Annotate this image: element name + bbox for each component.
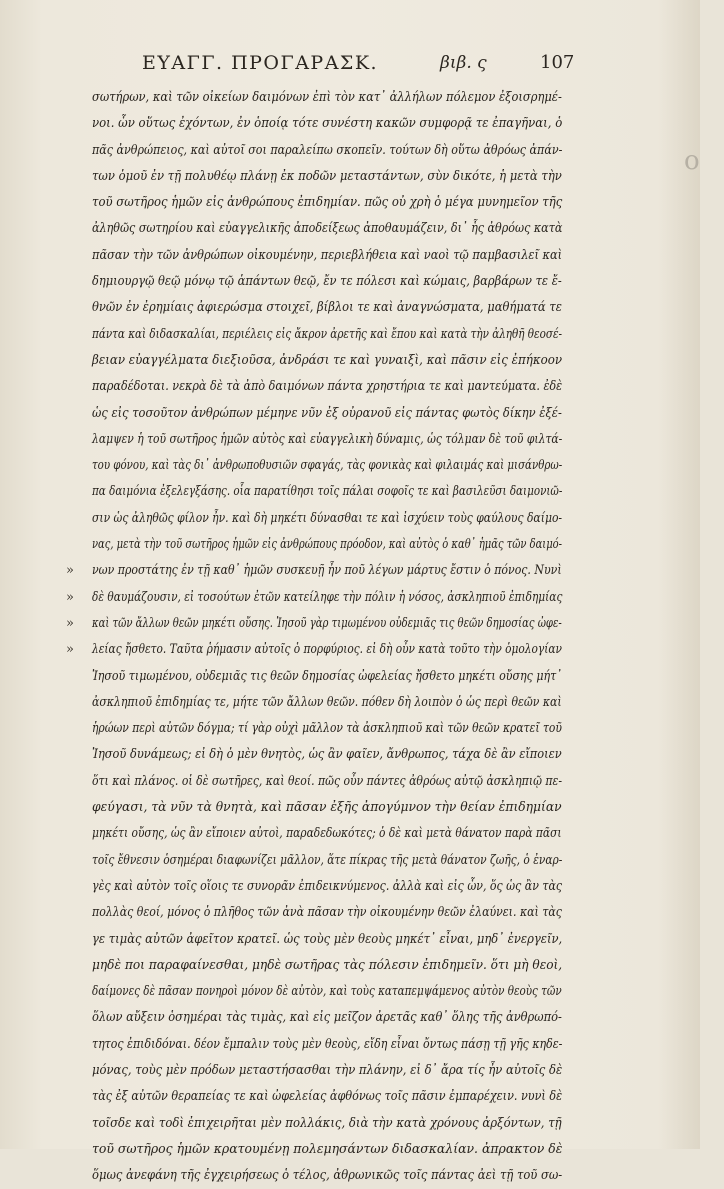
line-text: νων προστάτης ἐν τῇ καθ᾽ ἡμῶν συσκευῇ ἦν ποῦ λέγων μάρτυς ἔστιν ὁ πόνος. Νυνὶ [92, 563, 562, 579]
text-line [66, 558, 562, 584]
line-text: δημιουργῷ θεῷ μόνῳ τῷ ἁπάντων θεῷ, ἔν τε πόλεσι καὶ κώμαις, βαρβάρων τε ἔ- [92, 274, 562, 290]
text-line [92, 953, 562, 979]
book-reference: βιβ. ς [440, 53, 487, 73]
text-line [92, 690, 562, 716]
line-text: καὶ τῶν ἄλλων θεῶν μηκέτι οὔσης. Ἰησοῦ γὰρ τιμωμένου οὐδεμιᾶς τις θεῶν δημοσίας ὠφε- [92, 615, 562, 631]
line-text: Ἰησοῦ τιμωμένου, οὐδεμιᾶς τις θεῶν δημοσίας ὠφελείας ἤσθετο μηκέτι οὔσης μήτ᾽ [92, 668, 562, 684]
line-text: δὲ θαυμάζουσιν, εἰ τοσούτων ἐτῶν κατείληφε τὴν πόλιν ἡ νόσος, ἀσκληπιοῦ ἐπιδημίας [92, 589, 563, 605]
text-line [92, 243, 562, 269]
line-text: τὰς ἐξ αὐτῶν θεραπείας τε καὶ ὠφελείας ἀφθόνως τοῖς πᾶσιν ἐμπαρέχειν. νυνὶ δὲ [92, 1089, 563, 1105]
text-line [92, 927, 562, 953]
line-text: πολλὰς θεοί, μόνος ὁ πλῆθος τῶν ἀνὰ πᾶσαν τὴν οἰκουμένην θεῶν ἐλαύνει. καὶ τὰς [92, 905, 562, 921]
line-text: λείας ἤσθετο. Ταῦτα ῥήμασιν αὐτοῖς ὁ πορφύριος. εἰ δὴ οὖν κατὰ τοῦτο τὴν ὁμολογίαν [92, 642, 562, 658]
text-line [92, 348, 562, 374]
line-text: ἀληθῶς σωτηρίου καὶ εὐαγγελικῆς ἀποδείξεως ἀποθαυμάζειν, δι᾽ ἧς ἀθρόως κατὰ [92, 221, 563, 237]
text-line [92, 322, 562, 348]
text-line [92, 85, 562, 111]
line-text: σωτήρων, καὶ τῶν οἰκείων δαιμόνων ἐπὶ τὸν κατ᾽ ἀλλήλων πόλεμον ἐξοισρημέ- [92, 90, 562, 105]
text-line [66, 611, 562, 637]
line-text: βειαν εὐαγγέλματα διεξιοῦσα, ἀνδράσι τε καὶ γυναιξὶ, καὶ πᾶσιν εἰς ἐπήκοον [92, 352, 563, 368]
text-line [92, 979, 562, 1005]
text-line [92, 138, 562, 164]
line-text: φεύγασι, τὰ νῦν τὰ θνητὰ, καὶ πᾶσαν ἐξῆς ἀπογύμνον τὴν θείαν ἐπιδημίαν [92, 800, 562, 816]
line-text: ὅμως ἀνεφάνη τῆς ἐγχειρήσεως ὁ τέλος, ἀθρωνικῶς τοῖς πάντας ἀεὶ τῇ τοῦ σω- [92, 1168, 563, 1184]
text-line [92, 427, 562, 453]
text-line [92, 821, 562, 847]
text-line [92, 269, 562, 295]
line-text: σιν ὡς ἀληθῶς φίλον ἦν. καὶ δὴ μηκέτι δύνασθαι τε καὶ ἰσχύειν τοὺς φαύλους δαίμο- [92, 510, 563, 526]
text-line [66, 637, 562, 663]
text-line [92, 1137, 562, 1163]
line-text: ἀσκληπιοῦ ἐπιδημίας τε, μήτε τῶν ἄλλων θεῶν. πόθεν δὴ λοιπὸν ὁ ὡς περὶ θεῶν καὶ [92, 694, 562, 710]
quotation-marker: » [66, 589, 74, 605]
page-header [0, 52, 700, 82]
line-text: μόνας, τοὺς μὲν πρόδων μεταστήσασθαι τὴν πλάνην, εἰ δ᾽ ἄρα τίς ἦν αὐτοῖς δὲ [92, 1062, 563, 1078]
text-line [92, 401, 562, 427]
line-text: πάντα καὶ διδασκαλίαι, περιέλεις εἰς ἄκρον ἀρετῆς καὶ ἔπου καὶ κατὰ τὴν ἀληθῆ θεοσέ- [92, 326, 563, 342]
text-line [92, 374, 562, 400]
line-text: νας, μετὰ τὴν τοῦ σωτῆρος ἡμῶν εἰς ἀνθρώπους πρόοδον, καὶ αὐτὸς ὁ καθ᾽ ἡμᾶς τῶν δαιμό- [92, 537, 563, 553]
line-text: μηδὲ ποι παραφαίνεσθαι, μηδὲ σωτῆρας τὰς πόλεσιν ἐπιδημεῖν. ὅτι μὴ θεοὶ, [92, 957, 563, 973]
text-body [66, 85, 563, 1189]
text-line [92, 1111, 562, 1137]
text-line [92, 479, 562, 505]
quotation-marker: » [66, 642, 74, 658]
text-line [92, 874, 562, 900]
text-line [92, 295, 562, 321]
line-text: τοῦ σωτῆρος ἡμῶν κρατουμένῃ πολεμησάντων διδασκαλίαν. ἀπρακτον δὲ [92, 1141, 563, 1157]
edge-mark: o [684, 146, 700, 176]
line-text: τοῖσδε καὶ τοδὶ ἐπιχειρῆται μὲν πολλάκις, διὰ τὴν κατὰ χρόνους ἀρξόντων, τῇ [92, 1115, 562, 1131]
running-head: ΕΥΑΓΓ. ΠΡΟΓΑΡΑΣΚ. [142, 52, 379, 74]
text-line [92, 190, 562, 216]
line-text: θνῶν ἐν ἐρημίαις ἀφιερώσμα στοιχεῖ, βίβλοι τε καὶ ἀναγνώσματα, μαθήματά τε [92, 300, 562, 316]
text-line [92, 664, 562, 690]
quotation-marker: » [66, 563, 74, 579]
text-line [66, 585, 563, 611]
text-line [92, 111, 562, 137]
text-line [92, 742, 562, 768]
text-line [92, 164, 562, 190]
line-text: πα δαιμόνια ἐξελεγξάσης. οἷα παρατίθησι τοῖς πάλαι σοφοῖς τε καὶ βασιλεῦσι δαιμονιῶ- [92, 484, 563, 500]
line-text: Ἰησοῦ δυνάμεως; εἰ δὴ ὁ μὲν θνητὸς, ὡς ἂν φαῖεν, ἄνθρωπος, τάχα δὲ ἂν εἴποιεν [92, 747, 562, 763]
line-text: ἡρώων περὶ αὐτῶν δόγμα; τί γὰρ οὐχὶ μᾶλλον τὰ ἀσκληπιοῦ καὶ τῶν θεῶν κρατεῖ τοῦ [92, 721, 562, 737]
text-line [92, 1005, 562, 1031]
line-text: του φόνου, καὶ τὰς δι᾽ ἀνθρωποθυσιῶν σφαγάς, τὰς φονικὰς καὶ φιλαιμάς καὶ μισάνθρω- [92, 458, 563, 474]
text-line [92, 1058, 562, 1084]
quotation-marker: » [66, 615, 74, 631]
line-text: δαίμονες δὲ πᾶσαν πονηροὶ μόνον δὲ αὐτὸν, καὶ τοὺς καταπεμψάμενος αὐτὸν θεοὺς τῶν [92, 984, 562, 1000]
text-line [92, 1163, 562, 1189]
page-number: 107 [540, 52, 575, 73]
text-line [92, 453, 562, 479]
text-line [92, 1084, 562, 1110]
line-text: ὅτι καὶ πλάνος. οἱ δὲ σωτῆρες, καὶ θεοί. πῶς οὖν πάντες ἀθρόως αὐτῷ ἀσκληπιῷ πε- [92, 773, 562, 789]
text-line [92, 532, 562, 558]
line-text: ὡς εἰς τοσοῦτον ἀνθρώπων μέμηνε νῦν ἐξ οὐρανοῦ εἰς πάντας φωτὸς δίκην ἐξέ- [92, 405, 562, 421]
text-line [92, 1032, 562, 1058]
line-text: νοι. ὧν οὕτως ἐχόντων, ἐν ὁποίᾳ τότε συνέστη κακῶν συμφορᾷ τε ἐπαγῆναι, ὁ [92, 116, 563, 132]
line-text: λαμψεν ἡ τοῦ σωτῆρος ἡμῶν αὐτὸς καὶ εὐαγγελικὴ δύναμις, ὡς τόλμαν δὲ τοῦ φιλτά- [92, 431, 563, 447]
line-text: μηκέτι οὔσης, ὡς ἂν εἴποιεν αὐτοὶ, παραδεδωκότες; ὁ δὲ καὶ μετὰ θάνατον παρὰ πᾶσι [92, 826, 562, 842]
line-text: πᾶσαν τὴν τῶν ἀνθρώπων οἰκουμένην, περιεβλήθεια καὶ ναοὶ τῷ παμβασιλεῖ καὶ [92, 247, 563, 263]
line-text: τοῦ σωτῆρος ἡμῶν εἰς ἀνθρώπους ἐπιδημίαν. πῶς οὐ χρὴ ὁ μέγα μυνημεῖον τῆς [92, 195, 563, 211]
line-text: πᾶς ἀνθρώπειος, καὶ αὐτοῖ σοι παραλείπω σκοπεῖν. τούτων δὴ οὕτω ἀθρόως ἀπάν- [92, 142, 563, 158]
line-text: παραδέδοται. νεκρὰ δὲ τὰ ἀπὸ δαιμόνων πάντα χρηστήρια τε καὶ μαντεύματα. ἐδὲ [92, 379, 563, 395]
text-line [92, 848, 562, 874]
line-text: τητος ἐπιδιδόναι. δέον ἔμπαλιν τοὺς μὲν θεοὺς, εἴδη εἶναι ὄντως πάσῃ τῇ γῆς κηδε- [92, 1036, 563, 1052]
text-line [92, 716, 562, 742]
line-text: τοῖς ἔθνεσιν ὁσημέραι διαφωνίζει μᾶλλον, ἅτε πίκρας τῆς μετὰ θάνατον ζωῆς, ὁ ἐναρ- [92, 852, 563, 868]
text-line [92, 769, 562, 795]
line-text: γὲς καὶ αὐτὸν τοῖς οἵοις τε συνορᾶν ἐπιδεικνύμενος. ἀλλὰ καὶ εἰς ὧν, ὅς ὡς ἂν τὰς [92, 878, 563, 894]
text-line [92, 216, 562, 242]
line-text: ὅλων αὔξειν ὁσημέραι τὰς τιμὰς, καὶ εἰς μεῖζον ἀρετᾶς καθ᾽ ὅλης τῆς ἀνθρωπό- [92, 1010, 562, 1026]
text-line [92, 795, 562, 821]
line-text: γε τιμὰς αὐτῶν ἀφεῖτον κρατεῖ. ὡς τοὺς μὲν θεοὺς μηκέτ᾽ εἶναι, μηδ᾽ ἐνεργεῖν, [92, 931, 563, 947]
line-text: των ὁμοῦ ἐν τῇ πολυθέῳ πλάνῃ ἐκ ποδῶν μεταστάντων, σὺν δικότε, ἡ μετὰ τὴν [92, 168, 562, 184]
text-line [92, 900, 562, 926]
text-line [92, 506, 562, 532]
